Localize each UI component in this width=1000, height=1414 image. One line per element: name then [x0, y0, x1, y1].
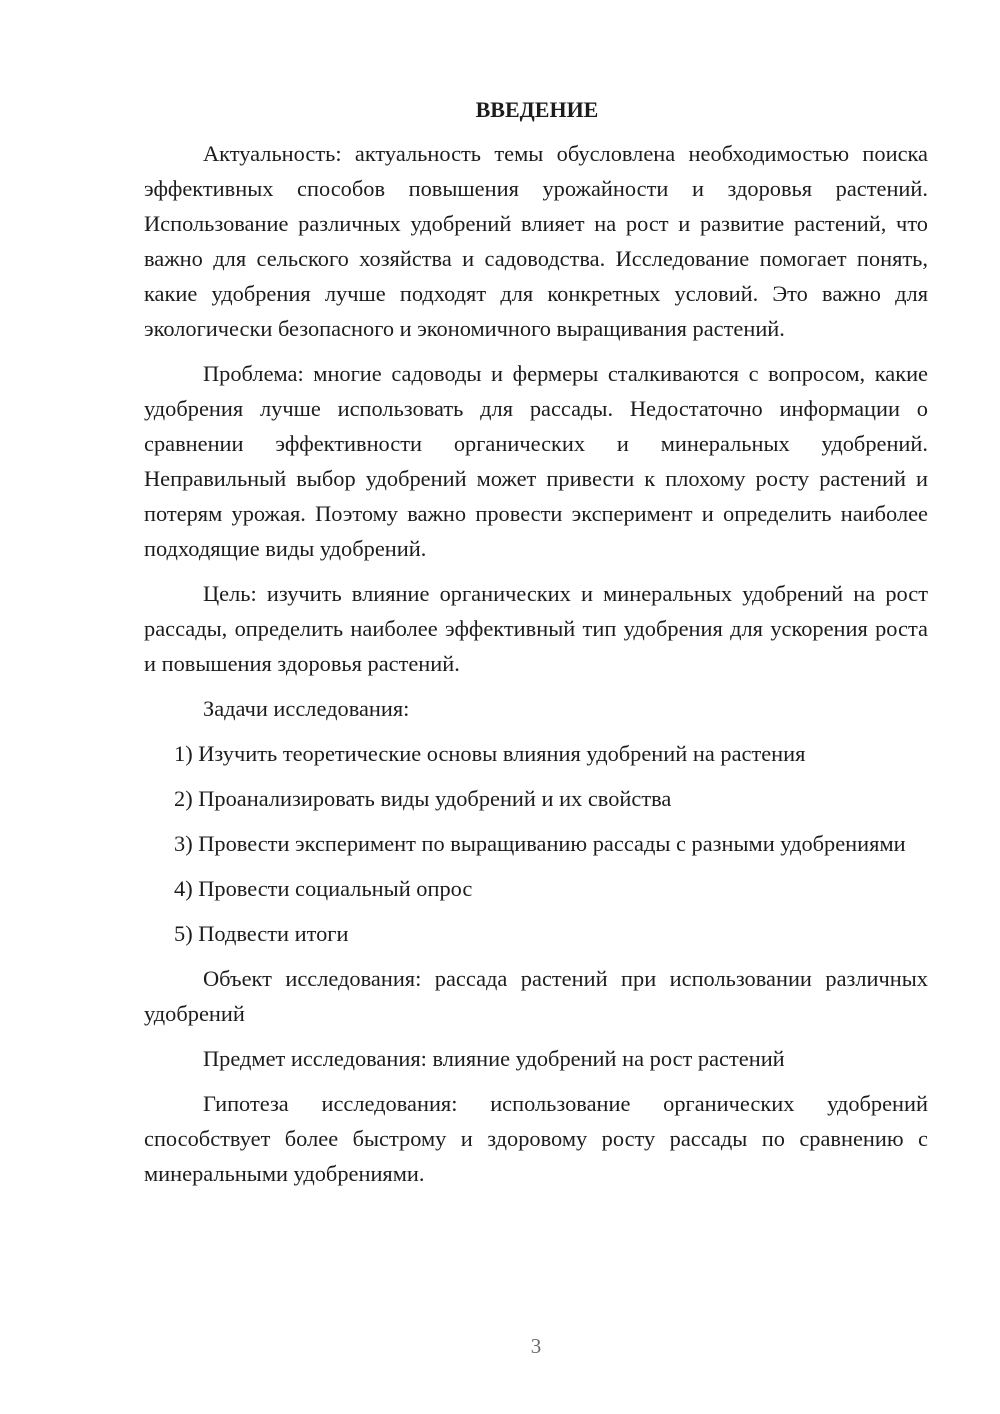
- tasks-heading: Задачи исследования:: [203, 696, 410, 721]
- relevance-paragraph: Актуальность: актуальность темы обусловлена необходимостью поиска эффективных способов повышения урожайности и здоровья растений. Использование различных удобрений влияет на рост и развитие растений, что важно для сельского хозяйства и садоводства. Исследование помогает понять, какие удобрения лучше подходят для конкретных условий. Это важно для экологически безопасного и экономичного выращивания растений.: [144, 141, 928, 341]
- object-paragraph: Объект исследования: рассада растений при использовании различных удобрений: [144, 966, 928, 1026]
- task-item-4: 4) Провести социальный опрос: [174, 876, 473, 901]
- subject-paragraph: Предмет исследования: влияние удобрений на рост растений: [203, 1046, 785, 1071]
- page-number: 3: [530, 1334, 542, 1358]
- section-title: ВВЕДЕНИЕ: [475, 97, 599, 122]
- document-page: [144, 96, 928, 1191]
- task-item-1: 1) Изучить теоретические основы влияния удобрений на растения: [174, 741, 806, 766]
- hypothesis-paragraph: Гипотеза исследования: использование органических удобрений способствует более быстрому и здоровому росту рассады по сравнению с минеральными удобрениями.: [144, 1091, 928, 1186]
- goal-paragraph: Цель: изучить влияние органических и минеральных удобрений на рост рассады, определить наиболее эффективный тип удобрения для ускорения роста и повышения здоровья растений.: [144, 581, 928, 676]
- task-item-5: 5) Подвести итоги: [174, 921, 349, 946]
- task-item-3: 3) Провести эксперимент по выращиванию рассады с разными удобрениями: [174, 831, 906, 856]
- problem-paragraph: Проблема: многие садоводы и фермеры сталкиваются с вопросом, какие удобрения лучше использовать для рассады. Недостаточно информации о сравнении эффективности органических и минеральных удобрений. Неправильный выбор удобрений может привести к плохому росту растений и потерям урожая. Поэтому важно провести эксперимент и определить наиболее подходящие виды удобрений.: [144, 361, 928, 561]
- task-item-2: 2) Проанализировать виды удобрений и их свойства: [174, 786, 672, 811]
